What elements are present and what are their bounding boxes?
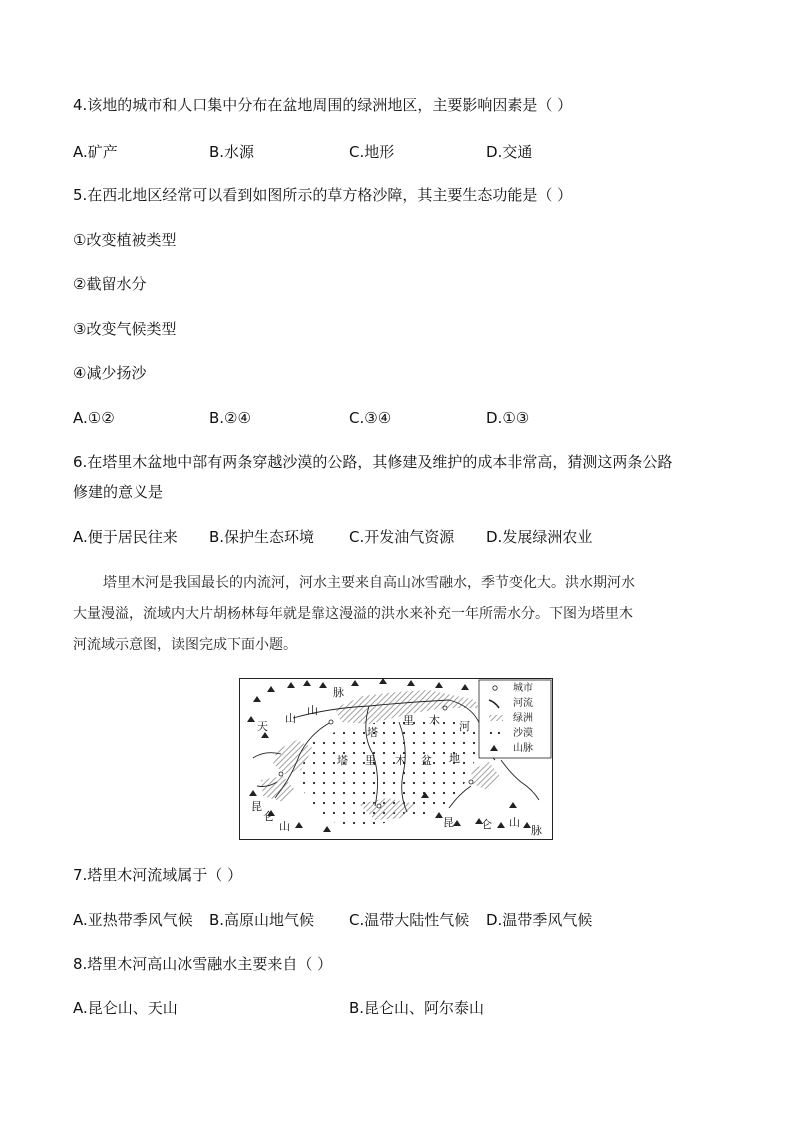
q5-option-b: B.②④ [209, 409, 251, 427]
q6-stem-line2: 修建的意义是 [73, 483, 164, 501]
q7-option-d: D.温带季风气候 [486, 911, 593, 929]
label-li-2: 里 [365, 754, 376, 767]
q5-option-a: A.①② [73, 409, 115, 427]
legend-mountain: 山脉 [513, 743, 533, 754]
q7-option-a: A.亚热带季风气候 [73, 911, 193, 929]
q5-item-3: ③改变气候类型 [73, 320, 177, 338]
passage-line-1: 塔里木河是我国最长的内流河，河水主要来自高山冰雪融水，季节变化大。洪水期河水 [103, 575, 635, 591]
label-shan-2: 山 [307, 704, 318, 717]
label-mai-1: 脉 [333, 686, 344, 699]
q4-option-d: D.交通 [486, 143, 533, 161]
label-he: 河 [459, 720, 470, 733]
q5-item-2: ②截留水分 [73, 275, 147, 293]
map-legend [479, 680, 551, 758]
q4-option-c: C.地形 [349, 143, 395, 161]
q6-stem-line1: 6.在塔里木盆地中部有两条穿越沙漠的公路，其修建及维护的成本非常高，猜测这两条公路 [73, 453, 673, 471]
label-di: 地 [449, 752, 460, 765]
label-mai-2: 脉 [531, 824, 542, 837]
q5-stem: 5.在西北地区经常可以看到如图所示的草方格沙障，其主要生态功能是（ ） [73, 186, 573, 204]
q6-option-d: D.发展绿洲农业 [486, 528, 593, 546]
label-mu-1: 木 [429, 714, 440, 727]
q6-option-a: A.便于居民往来 [73, 528, 178, 546]
legend-oasis-icon [489, 715, 503, 721]
q7-stem: 7.塔里木河流域属于（ ） [73, 866, 243, 884]
q8-option-b: B.昆仑山、阿尔泰山 [349, 999, 485, 1017]
q5-item-4: ④减少扬沙 [73, 364, 147, 382]
label-tian: 天 [257, 720, 268, 733]
q5-option-c: C.③④ [349, 409, 392, 427]
label-kun-2: 昆 [443, 816, 454, 829]
q8-option-a: A.昆仑山、天山 [73, 999, 178, 1017]
label-lun-1: 仑 [263, 810, 274, 823]
q6-option-b: B.保护生态环境 [209, 528, 315, 546]
q6-option-c: C.开发油气资源 [349, 528, 455, 546]
label-lun-2: 仑 [481, 818, 492, 831]
label-pen: 盆 [421, 754, 432, 767]
legend-river: 河流 [513, 698, 533, 709]
passage-line-2: 大量漫溢，流域内大片胡杨林每年就是靠这漫溢的洪水来补充一年所需水分。下图为塔里木 [73, 606, 633, 622]
passage-line-3: 河流域示意图，读图完成下面小题。 [73, 637, 297, 653]
label-li-1: 里 [403, 714, 414, 727]
passage [73, 573, 723, 666]
label-shan-4: 山 [509, 816, 520, 829]
q7-option-c: C.温带大陆性气候 [349, 911, 470, 929]
q7-option-b: B.高原山地气候 [209, 911, 315, 929]
q4-option-a: A.矿产 [73, 143, 118, 161]
q4-stem: 4.该地的城市和人口集中分布在盆地周围的绿洲地区，主要影响因素是（ ） [73, 96, 573, 114]
label-shan-1: 山 [285, 712, 296, 725]
label-shan-3: 山 [279, 820, 290, 833]
q4-option-b: B.水源 [209, 143, 255, 161]
label-mu-2: 木 [395, 754, 406, 767]
tarim-basin-map [239, 678, 553, 840]
legend-desert: 沙漠 [513, 728, 533, 739]
label-ta-2: 塔 [337, 754, 348, 767]
legend-oasis: 绿洲 [513, 713, 533, 724]
label-ta-1: 塔 [367, 726, 378, 739]
q8-stem: 8.塔里木河高山冰雪融水主要来自（ ） [73, 955, 333, 973]
legend-city: 城市 [513, 683, 533, 694]
legend-city-icon [493, 686, 497, 690]
q5-option-d: D.①③ [486, 409, 530, 427]
label-kun-1: 昆 [251, 800, 262, 813]
q5-item-1: ①改变植被类型 [73, 231, 177, 249]
